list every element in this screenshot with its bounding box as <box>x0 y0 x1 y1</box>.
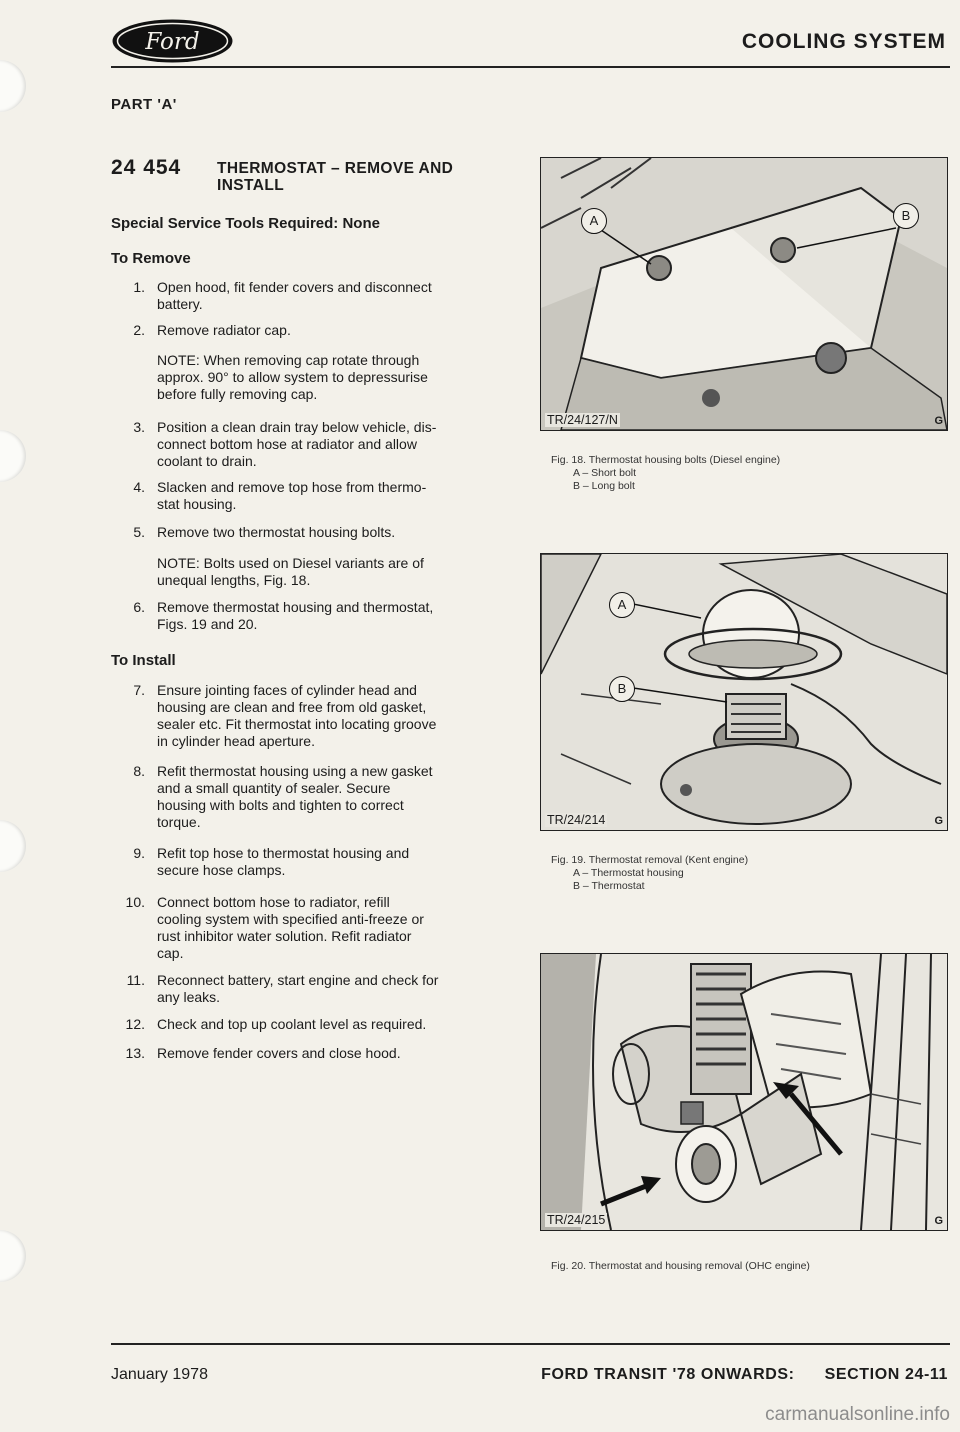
figure-19-corner-mark: G <box>934 815 943 827</box>
binder-hole <box>0 820 26 872</box>
manual-page: Ford COOLING SYSTEM PART 'A' 24 454 THERMOSTAT – REMOVE AND INSTALL Special Service Tools Required: None To Remove 1. Open hood, fit fender covers and disconnect battery. 2. Remove radiator cap. NOTE: When removing cap rotate through approx. 90° to allow system to depressurise before fully removing cap. 3. Position a clean drain tray below vehicle, dis- connect bottom hose at radiator and allow coolant to drain. 4. Slacken and remove top hose from thermo- stat housing. 5. Remove two thermostat housing bolts. NOTE: Bolts used on Diesel variants are of unequal lengths, Fig. 18. 6. Remove thermostat housing and thermostat, Figs. 19 and 20. To Install 7. Ensure jointing faces of cylinder head and housing are clean and free from old gasket, sealer etc. Fit thermostat into locating groove in cylinder head aperture. 8. Refit thermostat housing using a new gasket and a small quantity of sealer. Secure housing with bolts and tighten to correct torque. 9. Refit top hose to thermostat housing and secure hose clamps. 10. Connect bottom hose to radiator, refill cooling system with specified anti-freeze or rust inhibitor water solution. Refit radiator cap. 11. Reconnect battery, start engine and check for any leaks. 12. Check and top up coolant level as required. 13. Remove fender covers and close hood. A B TR/24/127/N G Fig. 18. Thermostat housing bolts (Diesel engine) A – Short bolt B – Long bolt A B TR/24/214 G Fig. 19. Thermostat removal (Kent engine) A – Thermostat housing B – Thermostat TR/24/215 G Fig. 20. Thermostat and housing removal (OHC engine) January 1978 FORD TRANSIT '78 ONWARDS: SECTION 24-11 carmanualsonline.info <box>0 0 960 1432</box>
header-title: COOLING SYSTEM <box>741 30 946 53</box>
ford-logo <box>111 18 234 64</box>
watermark: carmanualsonline.info <box>765 1404 950 1425</box>
footer-model: FORD TRANSIT '78 ONWARDS: <box>541 1366 795 1383</box>
figure-20-illustration <box>540 953 948 1231</box>
note: NOTE: Bolts used on Diesel variants are of unequal lengths, Fig. 18. <box>157 555 424 588</box>
figure-19-callout-b: B <box>609 676 635 702</box>
section-title: THERMOSTAT – REMOVE AND INSTALL <box>217 160 454 194</box>
part-label: PART 'A' <box>111 96 177 113</box>
install-heading: To Install <box>111 652 176 669</box>
figure-18-caption: Fig. 18. Thermostat housing bolts (Diesel engine) A – Short bolt B – Long bolt <box>551 454 781 492</box>
svg-text:Ford: Ford <box>145 29 200 55</box>
figure-18-code: TR/24/127/N <box>547 413 618 427</box>
figure-19-code: TR/24/214 <box>547 813 606 827</box>
binder-hole <box>0 60 26 112</box>
note: NOTE: When removing cap rotate through approx. 90° to allow system to depressurise before fully removing cap. <box>157 352 428 402</box>
figure-19-illustration <box>540 553 948 831</box>
figure-20-caption: Fig. 20. Thermostat and housing removal (OHC engine) <box>551 1260 810 1272</box>
binder-hole <box>0 430 26 482</box>
figure-18-callout-b: B <box>893 203 919 229</box>
remove-heading: To Remove <box>111 250 191 267</box>
binder-hole <box>0 1230 26 1282</box>
section-number: 24 454 <box>111 156 182 179</box>
footer-divider <box>111 1343 950 1345</box>
footer-publication <box>541 1366 948 1384</box>
figure-19-caption: Fig. 19. Thermostat removal (Kent engine) A – Thermostat housing B – Thermostat <box>551 854 749 892</box>
figure-18-illustration <box>540 157 948 431</box>
figure-20-code: TR/24/215 <box>547 1213 606 1227</box>
figure-18-corner-mark: G <box>934 415 943 427</box>
figure-19-callout-a: A <box>609 592 635 618</box>
figure-20-corner-mark: G <box>934 1215 943 1227</box>
special-tools-heading: Special Service Tools Required: None <box>111 215 380 232</box>
header-divider <box>111 66 950 68</box>
footer-section: SECTION 24-11 <box>824 1366 948 1383</box>
footer-date: January 1978 <box>111 1366 208 1383</box>
figure-18-callout-a: A <box>581 208 607 234</box>
